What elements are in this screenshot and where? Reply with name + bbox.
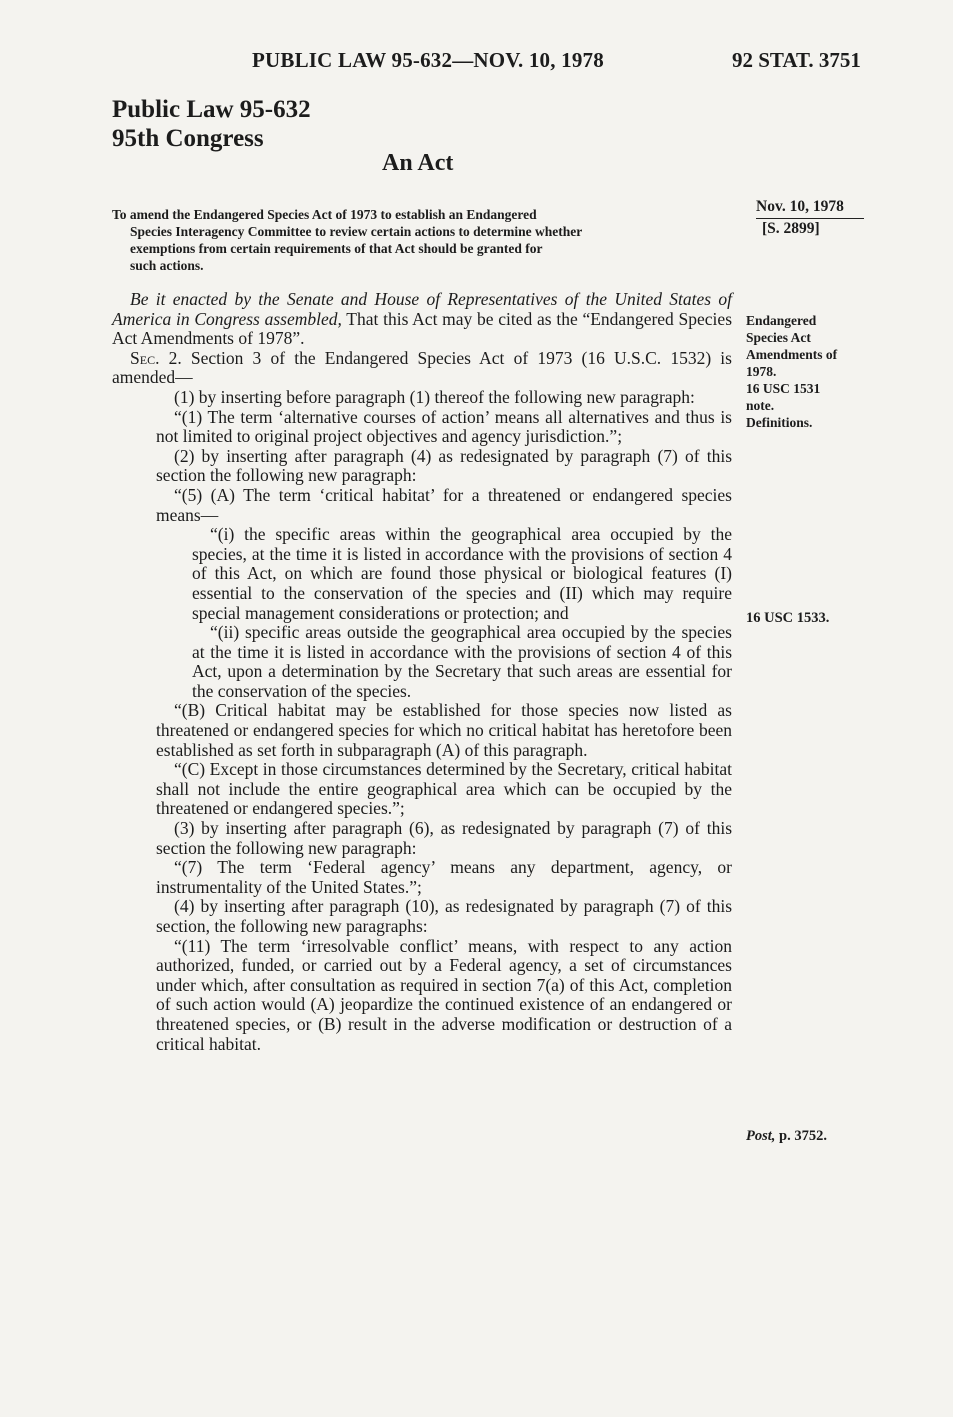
bill-number: [S. 2899] [762,220,820,237]
definition-5b: “(B) Critical habitat may be established for those species now listed as threatened or endangered species for which no critical habitat has heretofore been established as set forth in subparagraph (A) of this paragraph. [156,700,732,760]
definition-5a-ii: “(ii) specific areas outside the geographical area occupied by the species at the time it is listed in accordance with the provisions of section 4 of this Act, upon a determination by the Secretary that such areas are essential for the conservation of the species. [192,622,732,701]
an-act-heading: An Act [382,150,454,176]
margin-note-line: Amendments of [746,347,838,362]
short-title-text: That this Act may be cited as the “Endangered Species Act Amendments of 1978”. [112,308,733,349]
section-label: Sec. 2. [130,347,182,368]
running-header-stat: 92 STAT. 3751 [732,48,861,72]
definition-5a: “(5) (A) The term ‘critical habitat’ for a threatened or endangered species means— [156,484,732,525]
amendments-block [112,388,732,525]
post-label: Post, [746,1128,776,1144]
act-purpose [112,206,729,274]
running-header-law: PUBLIC LAW 95-632—NOV. 10, 1978 [252,48,604,72]
definition-11: “(11) The term ‘irresolvable conflict’ means, with respect to any action authorized, funded, or carried out by a Federal agency, a set of circumstances under which, after consultation as required in section 7(a) of this Act, completion of such action would (A) jeopardize the continued existence of an endangered or threatened species, or (B) result in the adverse modification or destruction of a critical habitat. [156,935,732,1054]
purpose-line: To amend the Endangered Species Act of 1973 to establish an Endangered [112,207,537,222]
statute-body [112,290,732,1054]
margin-note-line: note. [746,398,775,413]
margin-note-line: 16 USC 1531 [746,381,821,396]
purpose-line: exemptions from certain requirements of that Act should be granted for [130,241,543,256]
definition-7: “(7) The term ‘Federal agency’ means any department, agency, or instrumentality of the United States.”; [156,857,732,897]
purpose-line: such actions. [130,258,204,273]
enacting-clause [112,290,732,349]
margin-note-usc-1533: 16 USC 1533. [746,610,830,626]
public-law-number: Public Law 95-632 [112,96,311,123]
definition-5c: “(C) Except in those circumstances determined by the Secretary, critical habitat shall not include the entire geographical area which can be occupied by the threatened or endangered species.”; [156,759,732,819]
enactment-date: Nov. 10, 1978 [756,198,864,219]
enacting-formula: Be it enacted by the Senate and House of Representatives of the United States of America in Congress assembled, [112,289,732,329]
definition-5a-i: “(i) the specific areas within the geographical area occupied by the species, at the time it is listed in accordance with the provisions of section 4 of this Act, on which are found those physical or biological features (I) essential to the conservation of the species and (II) which may require special management considerations or protection; and [192,524,732,623]
margin-note-short-title [746,312,871,431]
margin-note-line: Endangered [746,313,817,328]
amendment-item-3: (3) by inserting after paragraph (6), as redesignated by paragraph (7) of this section the following new paragraph: [156,818,732,858]
law-title-block [112,95,311,153]
section-2 [112,349,732,388]
definition-1: “(1) The term ‘alternative courses of action’ means all alternatives and thus is not limited to original project objectives and agency jurisdiction.”; [156,406,732,447]
amendment-item-4: (4) by inserting after paragraph (10), as redesignated by paragraph (7) of this section, the following new paragraphs: [156,896,732,936]
amendment-item-1: (1) by inserting before paragraph (1) thereof the following new paragraph: [174,386,695,407]
margin-note-line: 1978. [746,364,777,379]
post-page: p. 3752. [775,1128,827,1144]
congress-number: 95th Congress [112,125,264,152]
definition-5a-clauses [112,525,732,701]
purpose-line: Species Interagency Committee to review certain actions to determine whether [130,224,583,239]
section-2-text: Section 3 of the Endangered Species Act of 1973 (16 U.S.C. 1532) is amended— [112,347,732,388]
margin-note-line: Definitions. [746,415,813,430]
amendment-item-2: (2) by inserting after paragraph (4) as redesignated by paragraph (7) of this section the following new paragraph: [156,445,732,486]
margin-note-post [746,1128,871,1145]
margin-note-line: Species Act [746,330,811,345]
amendments-block-2 [112,701,732,1054]
